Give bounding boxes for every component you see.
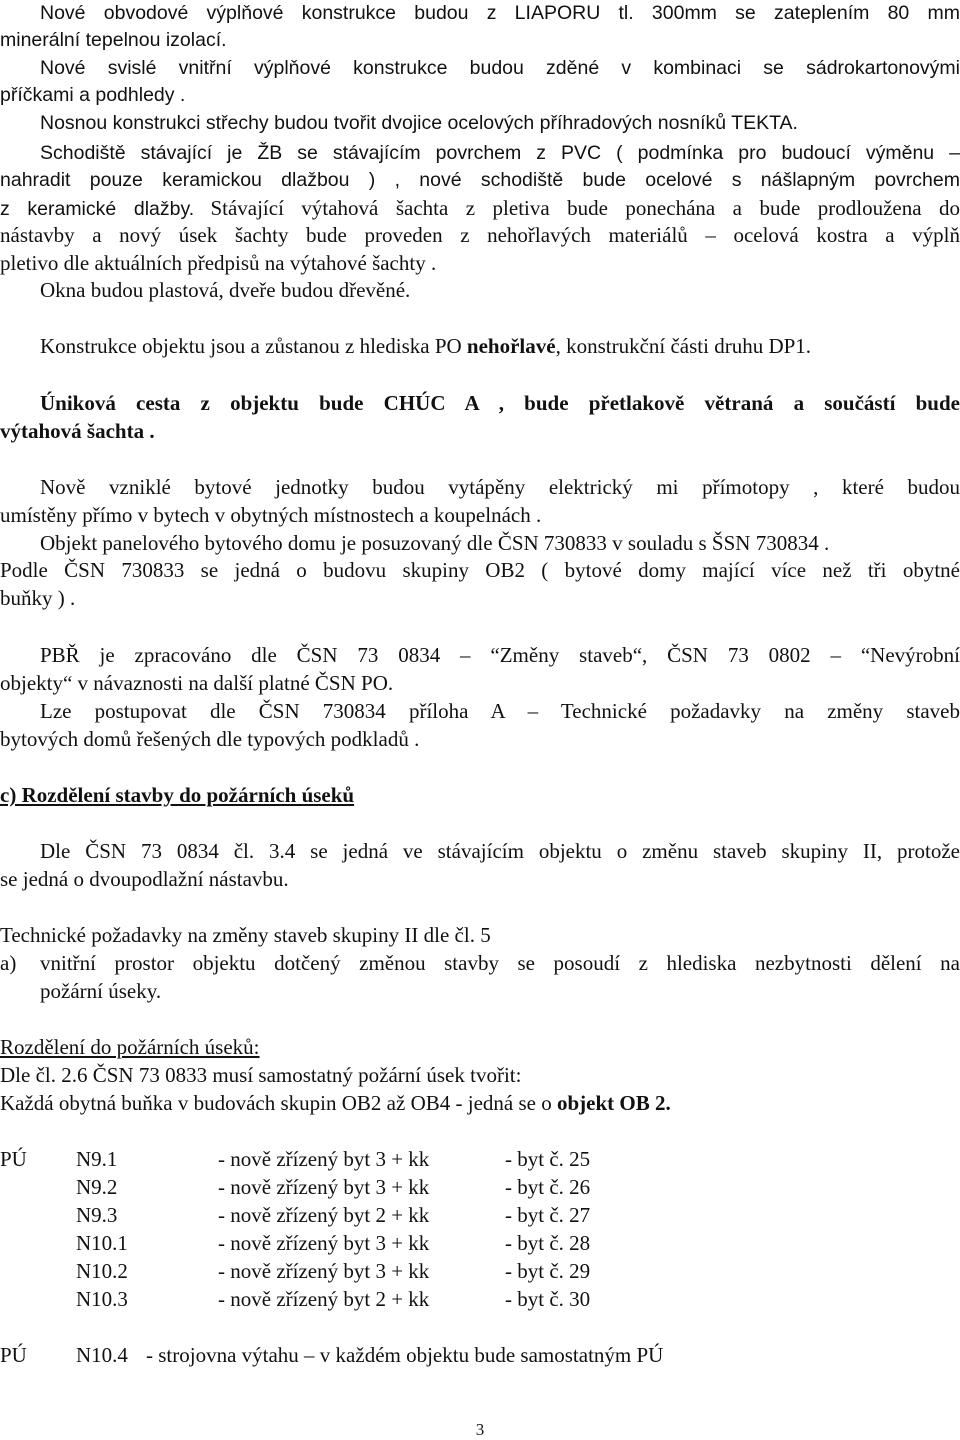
text-segment: , konstrukční části druhu DP1. [555,334,812,358]
pu-label: PÚ [0,1343,27,1367]
list-marker: a) [0,951,17,975]
text-segment: Konstrukce objektu jsou a zůstanou z hlediska PO [40,334,462,358]
text-line: buňky ) . [0,586,76,610]
text-line: Lze postupovat dle ČSN 730834 příloha A – Technické požadavky na změny staveb [40,699,960,723]
text-line: Nově vzniklé bytové jednotky budou vytápěny elektrický mi přímotopy , které budou [40,475,960,499]
text-line: minerální tepelnou izolací. [0,29,227,51]
unit-desc: - nově zřízený byt 2 + kk [218,1203,430,1227]
unit-code: N10.1 [76,1231,128,1255]
text-line: Nové obvodové výplňové konstrukce budou z LIAPORU tl. 300mm se zateplením 80 mm [40,2,960,24]
text-line: Podle ČSN 730833 se jedná o budovu skupiny OB2 ( bytové domy mající více než tři obytné [0,558,960,582]
section-heading: c) Rozdělení stavby do požárních úseků [0,783,355,807]
unit-desc: - nově zřízený byt 3 + kk [218,1259,430,1283]
unit-flat: - byt č. 29 [505,1259,591,1283]
text-line: nástavby a nový úsek šachty bude proveden z nehořlavých materiálů – ocelová kostra a výplň [0,223,960,247]
text-segment: z keramické dlažby. [0,198,195,220]
text-line: Dle čl. 2.6 ČSN 73 0833 musí samostatný požární úsek tvořit: [0,1063,522,1087]
text-line: Objekt panelového bytového domu je posuzovaný dle ČSN 730833 v souladu s ŠSN 730834 . [40,531,830,555]
unit-code: N10.4 [76,1343,128,1367]
unit-code: N10.2 [76,1259,128,1283]
text-segment: Stávající výtahová šachta z pletiva bude ponechána a bude prodloužena do [210,196,960,220]
text-line: Schodiště stávající je ŽB se stávajícím povrchem z PVC ( podmínka pro budoucí výměnu – [40,142,960,164]
unit-desc: - nově zřízený byt 3 + kk [218,1231,430,1255]
text-line-bold: výtahová šachta . [0,419,155,443]
text-segment-bold: objekt OB 2. [556,1091,671,1115]
unit-flat: - byt č. 30 [505,1287,591,1311]
text-line [0,333,960,359]
text-line: Nosnou konstrukci střechy budou tvořit dvojice ocelových příhradových nosníků TEKTA. [40,112,798,134]
unit-code: N9.2 [76,1175,118,1199]
unit-code: N9.3 [76,1203,118,1227]
text-line: požární úseky. [40,979,162,1003]
text-line: Nové svislé vnitřní výplňové konstrukce budou zděné v kombinaci se sádrokartonovými [40,57,960,79]
unit-desc: - nově zřízený byt 3 + kk [218,1175,430,1199]
text-line: objekty“ v návaznosti na další platné ČSN PO. [0,671,394,695]
text-line: umístěny přímo v bytech v obytných místnostech a koupelnách . [0,503,542,527]
text-line: Okna budou plastová, dveře budou dřevěné. [40,278,411,302]
page-number: 3 [475,1420,485,1439]
text-segment-bold: nehořlavé [466,334,556,358]
unit-desc: - nově zřízený byt 2 + kk [218,1287,430,1311]
unit-code: N9.1 [76,1147,118,1171]
text-line: Technické požadavky na změny staveb skupiny II dle čl. 5 [0,923,491,947]
unit-flat: - byt č. 25 [505,1147,591,1171]
text-line-bold: Úniková cesta z objektu bude CHÚC A , bude přetlakově větraná a součástí bude [40,391,960,415]
text-line: nahradit pouze keramickou dlažbou ) , nové schodiště bude ocelové s nášlapným povrchem [0,169,960,191]
unit-flat: - byt č. 28 [505,1231,591,1255]
subheading: Rozdělení do požárních úseků: [0,1035,260,1059]
text-line: se jedná o dvoupodlažní nástavbu. [0,867,289,891]
text-line [0,1090,960,1116]
pu-label: PÚ [0,1147,27,1171]
text-line [0,195,960,222]
unit-flat: - byt č. 26 [505,1175,591,1199]
unit-flat: - byt č. 27 [505,1203,591,1227]
text-line: pletivo dle aktuálních předpisů na výtahové šachty . [0,251,437,275]
unit-code: N10.3 [76,1287,128,1311]
unit-desc: - strojovna výtahu – v každém objektu bude samostatným PÚ [146,1343,664,1367]
text-line: bytových domů řešených dle typových podkladů . [0,727,420,751]
text-line: PBŘ je zpracováno dle ČSN 73 0834 – “Změny staveb“, ČSN 73 0802 – “Nevýrobní [40,643,960,667]
text-line: Dle ČSN 73 0834 čl. 3.4 se jedná ve stávajícím objektu o změnu staveb skupiny II, protože [40,839,960,863]
text-line: vnitřní prostor objektu dotčený změnou stavby se posoudí z hlediska nezbytnosti dělení na [40,951,960,975]
unit-desc: - nově zřízený byt 3 + kk [218,1147,430,1171]
text-segment: Každá obytná buňka v budovách skupin OB2 až OB4 - jedná se o [0,1091,552,1115]
text-line: příčkami a podhledy . [0,84,186,106]
